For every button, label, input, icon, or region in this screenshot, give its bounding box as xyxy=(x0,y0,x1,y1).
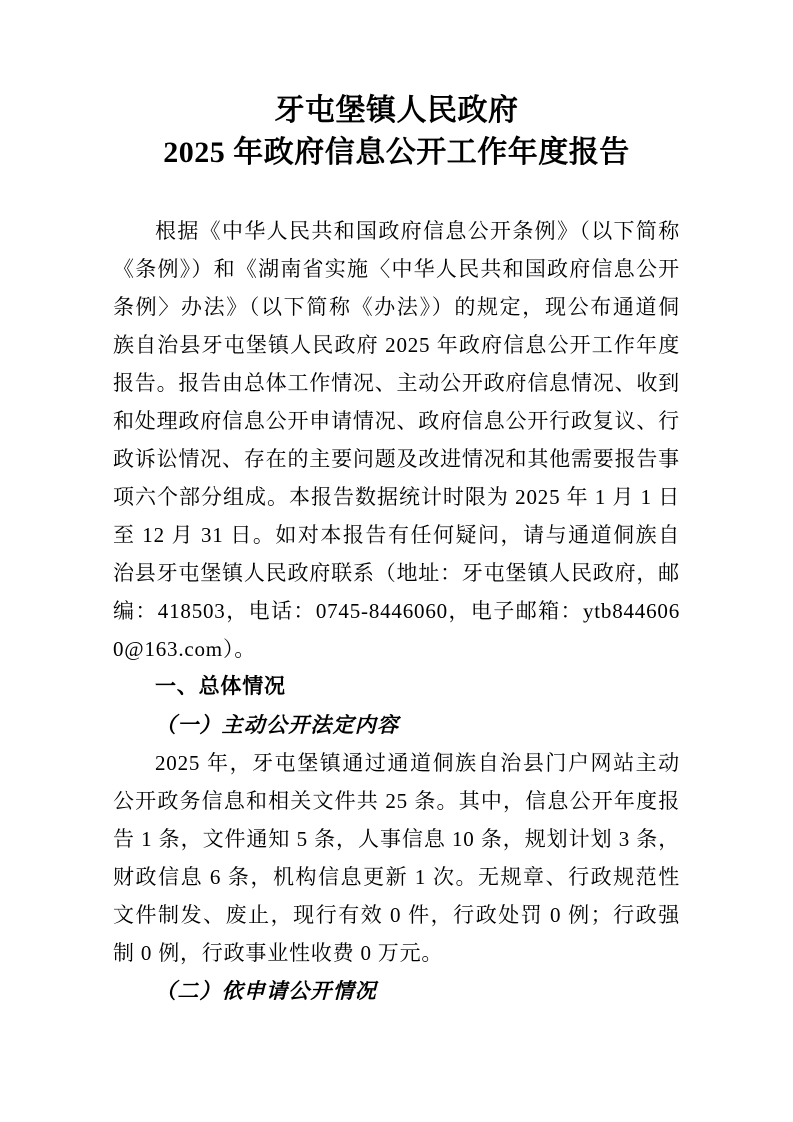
document-title-line-2: 2025 年政府信息公开工作年度报告 xyxy=(163,136,630,169)
intro-paragraph: 根据《中华人民共和国政府信息公开条例》（以下简称《条例》）和《湖南省实施〈中华人民共和国政府信息公开条例〉办法》（以下简称《办法》）的规定，现公布通道侗族自治县牙屯堡镇人民政府 2025 年政府信息公开工作年度报告。报告由总体工作情况、主动公开政府信息情况、收到和处理政府信息公开申请情况、政府信息公开行政复议、行政诉讼情况、存在的主要问题及改进情况和其他需要报告事项六个部分组成。本报告数据统计时限为 2025 年 1 月 1 日至 12 月 31 日。如对本报告有任何疑问，请与通道侗族自治县牙屯堡镇人民政府联系（地址：牙屯堡镇人民政府，邮编：418503，电话：0745-8446060，电子邮箱：ytb8446060@163.com）。 xyxy=(113,219,680,661)
document-title-line-1: 牙屯堡镇人民政府 xyxy=(274,94,519,127)
document-title xyxy=(113,90,680,174)
subsection-1-1-paragraph: 2025 年，牙屯堡镇通过通道侗族自治县门户网站主动公开政务信息和相关文件共 25 条。其中，信息公开年度报告 1 条，文件通知 5 条，人事信息 10 条，规划计划 3 条，财政信息 6 条，机构信息更新 1 次。无规章、行政规范性文件制发、废止，现行有效 0 件，行政处罚 0 例；行政强制 0 例，行政事业性收费 0 万元。 xyxy=(113,751,680,965)
section-1-heading: 一、总体情况 xyxy=(155,675,286,698)
subsection-1-2-heading: （二）依申请公开情况 xyxy=(155,979,377,1003)
subsection-1-1-heading: （一）主动公开法定内容 xyxy=(155,713,400,737)
